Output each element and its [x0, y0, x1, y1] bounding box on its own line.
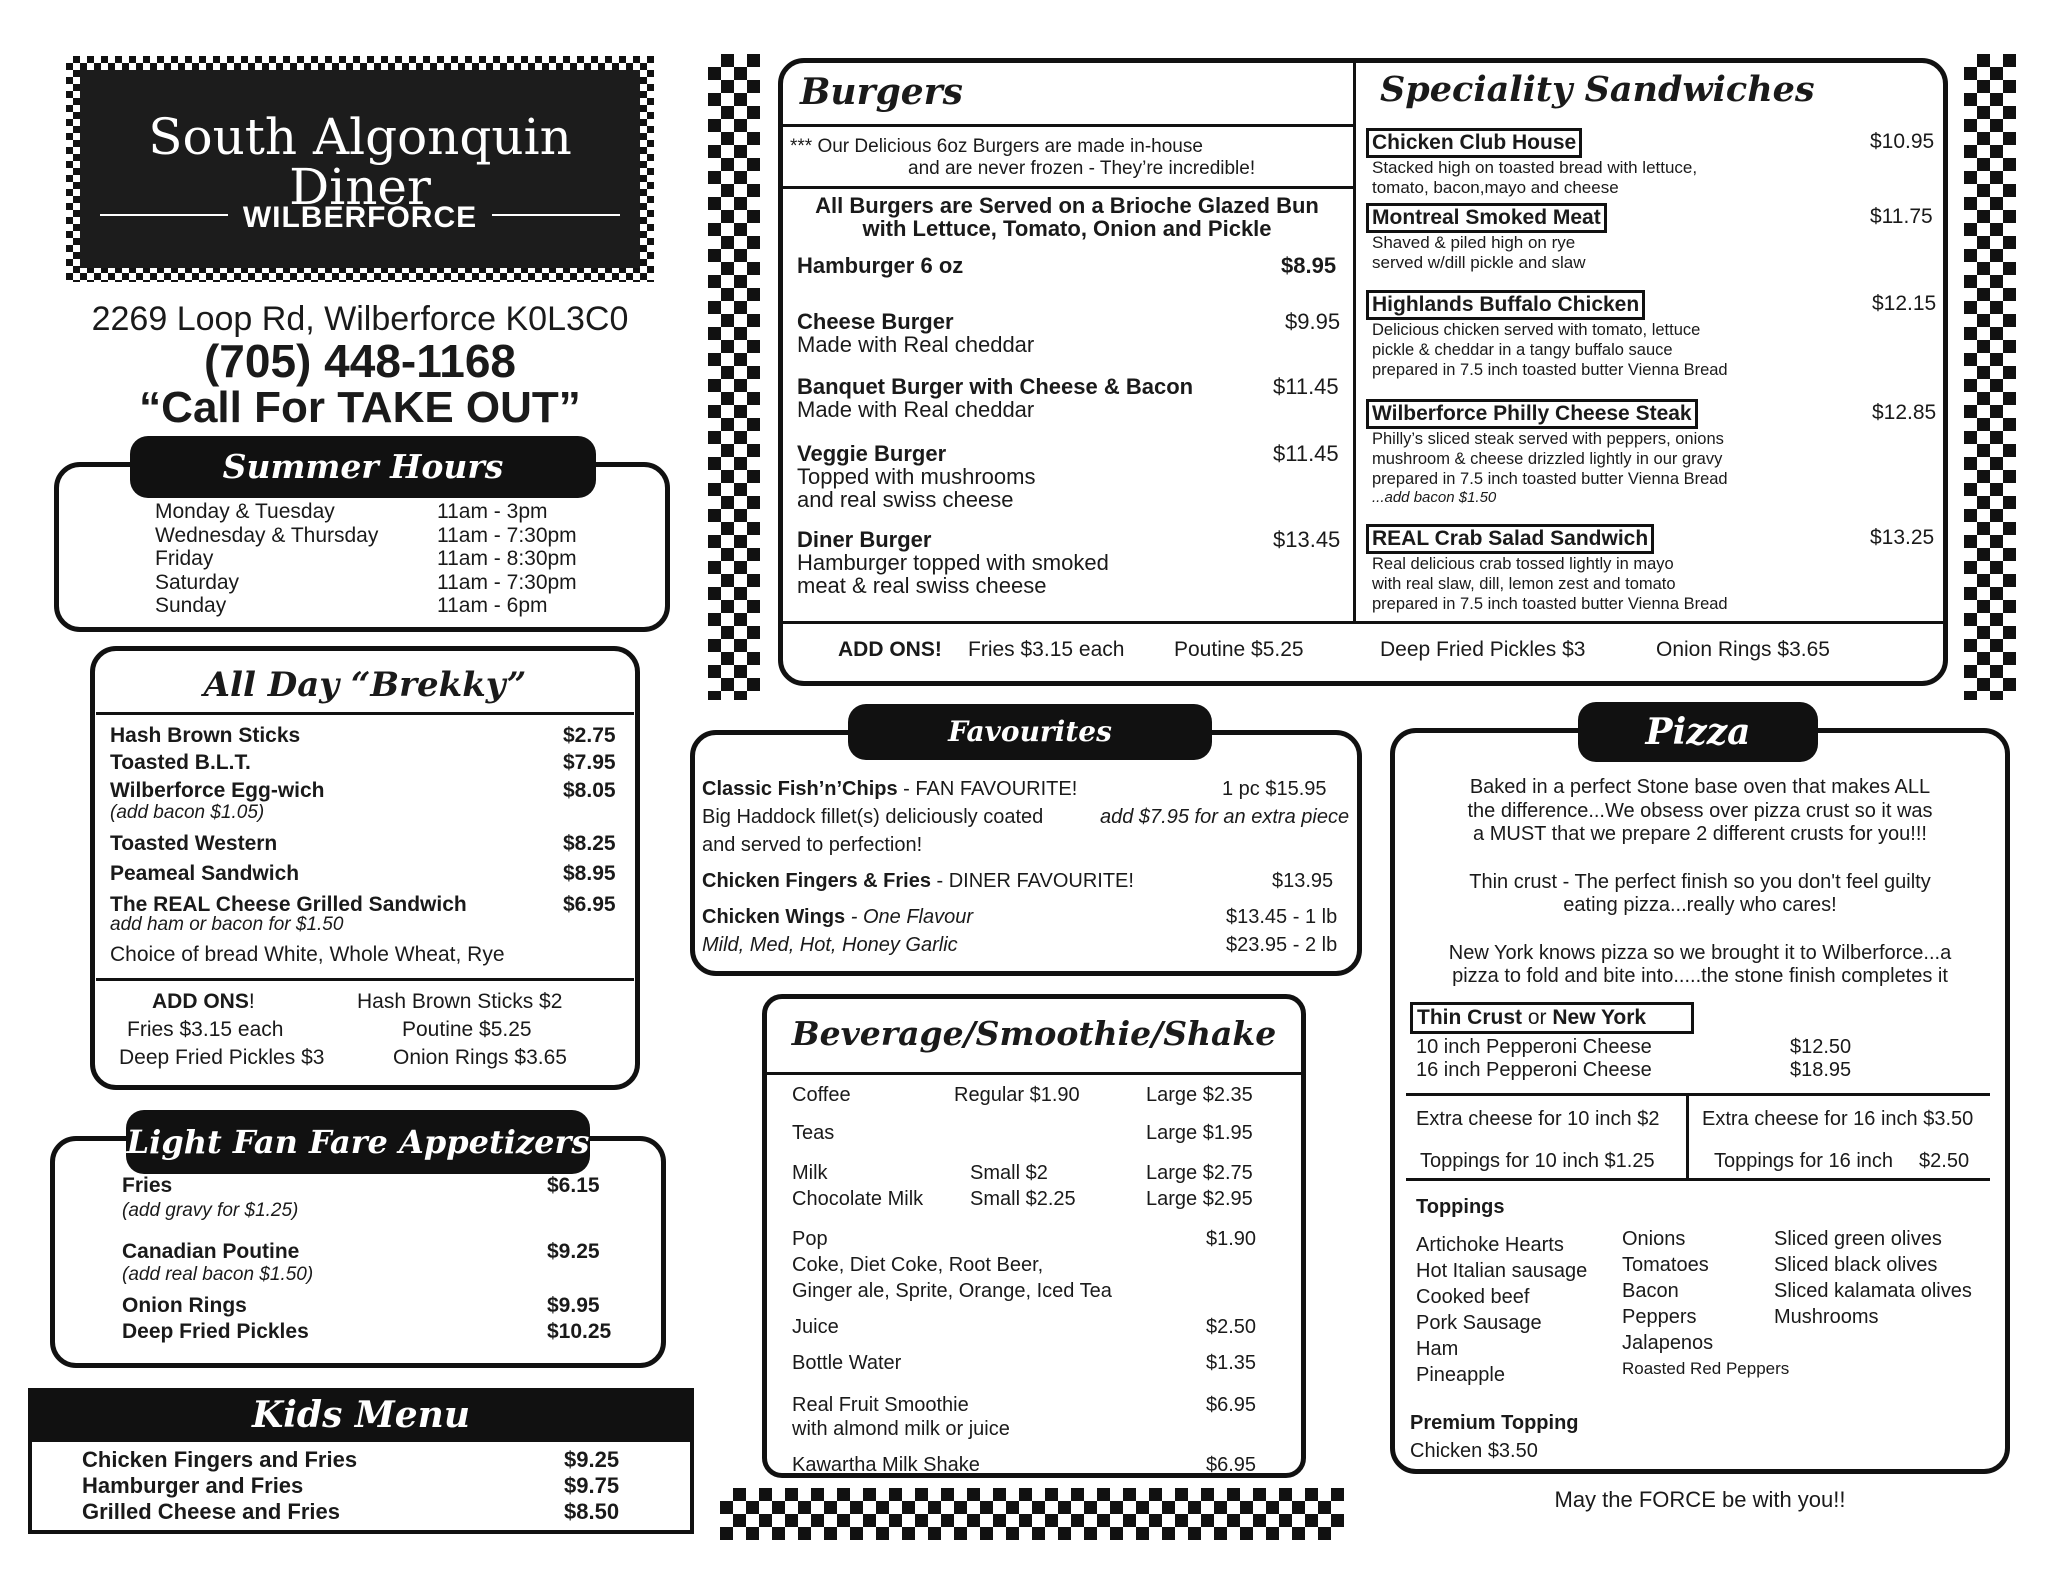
burgers-note-rule [782, 186, 1354, 189]
diner-name: South Algonquin Diner [148, 108, 572, 216]
logo-block [80, 70, 640, 268]
hours-time: 11am - 7:30pm [437, 523, 577, 547]
menu-item-desc: and real swiss cheese [797, 487, 1014, 512]
menu-item: Diner Burger $13.45 [797, 527, 1341, 552]
menu-item: Fries $6.15 [122, 1174, 600, 1197]
address: 2269 Loop Rd, Wilberforce K0L3C0 [91, 300, 629, 338]
fav-wings: Chicken Wings - One Flavour [702, 906, 974, 928]
fav-fish-price: 1 pc $15.95 [1222, 778, 1327, 800]
toppings-col-1: Artichoke Hearts Hot Italian sausage Cooked beef Pork Sausage Ham Pineapple [1416, 1234, 1588, 1386]
footer-tagline: May the FORCE be with you!! [1554, 1487, 1846, 1512]
logo-line-left [100, 214, 228, 216]
premium-title: Premium Topping [1410, 1412, 1579, 1434]
toppings-title: Toppings [1416, 1196, 1505, 1218]
hours-time: 11am - 3pm [437, 500, 548, 523]
sandwich-item: Highlands Buffalo Chicken $12.15 Delicious chicken served with tomato, lettuce pickle & cheddar in a tangy buffalo sauce prepared in 7.5 inch toasted butter Vienna Bread [1366, 290, 1940, 380]
burgers-served-1: All Burgers are Served on a Brioche Glazed Bun [815, 193, 1319, 218]
fav-fish-desc-1: Big Haddock fillet(s) deliciously coated [702, 806, 1044, 828]
beverage-title: Beverage/Smoothie/Shake [791, 1014, 1277, 1053]
fav-wings-price-2: $23.95 - 2 lb [1226, 934, 1338, 956]
bev-milk-small: Small $2 [970, 1162, 1048, 1184]
bev-pop-price: $1.90 [1206, 1228, 1257, 1250]
burgers-addons-label: ADD ONS! [838, 638, 942, 661]
toppings-10: Toppings for 10 inch $1.25 [1420, 1150, 1655, 1172]
sandwich-item: REAL Crab Salad Sandwich $13.25 Real delicious crab tossed lightly in mayo with real slaw, dill, lemon zest and tomato prepared in 7.5 inch toasted butter Vienna Bread [1366, 524, 1940, 614]
addon-item: Onion Rings $3.65 [393, 1046, 567, 1069]
sandwich-price: $12.15 [1872, 292, 1937, 315]
crust-box: Thin Crust or New York [1410, 1002, 1694, 1034]
bev-shake: Kawartha Milk Shake [792, 1454, 980, 1476]
sandwich-name: Chicken Club House [1366, 128, 1582, 158]
pizza-extras-rule-bottom [1406, 1178, 1990, 1181]
addon-item: Onion Rings $3.65 [1656, 638, 1830, 661]
fav-wings-flavours: Mild, Med, Hot, Honey Garlic [702, 934, 958, 956]
fav-fish: Classic Fish’n’Chips - FAN FAVOURITE! [702, 778, 1078, 800]
sandwich-price: $12.85 [1872, 401, 1937, 424]
menu-item-desc: Made with Real cheddar [797, 397, 1035, 422]
burgers-note-1: *** Our Delicious 6oz Burgers are made in-house [790, 136, 1203, 157]
menu-item-note: (add bacon $1.05) [110, 802, 265, 823]
menu-item-desc: Topped with mushrooms [797, 464, 1036, 489]
extra-cheese-10: Extra cheese for 10 inch $2 [1416, 1108, 1660, 1130]
pizza-intro: Baked in a perfect Stone base oven that makes ALL the difference...We obsess over pizza crust so it was a MUST that we prepare 2 different crusts for you!!! Thin crust - The perfect finish so you don't feel guilty eating pizza...really who cares! New York knows pizza so we brought it to Wilberforce...a pizza to fold and bite into.....the stone finish completes it [1448, 776, 1952, 987]
menu-item: Hamburger 6 oz $8.95 [797, 253, 1337, 278]
bev-coffee-regular: Regular $1.90 [954, 1084, 1080, 1106]
fav-fingers: Chicken Fingers & Fries - DINER FAVOURITE! [702, 870, 1134, 892]
burgers-divider [1353, 60, 1356, 622]
pizza-size: 16 inch Pepperoni Cheese $18.95 [1416, 1059, 1852, 1081]
appetizers-title: Light Fan Fare Appetizers [126, 1110, 590, 1174]
menu-item-note: (add real bacon $1.50) [122, 1264, 314, 1285]
bev-milk-large: Large $2.75 [1146, 1162, 1253, 1184]
checker-strip-right [1964, 54, 2016, 700]
menu-item: Toasted B.L.T. $7.95 [110, 751, 616, 774]
sandwich-name: Highlands Buffalo Chicken [1366, 290, 1645, 320]
addon-item: Fries $3.15 each [127, 1018, 284, 1041]
bev-juice: Juice [792, 1316, 839, 1338]
hours-time: 11am - 7:30pm [437, 570, 577, 594]
addon-item: Deep Fried Pickles $3 [119, 1046, 325, 1069]
sandwich-name: Wilberforce Philly Cheese Steak [1366, 399, 1698, 429]
toppings-col-3: Sliced green olives Sliced black olives Sliced kalamata olives Mushrooms [1774, 1228, 1972, 1328]
bev-water-price: $1.35 [1206, 1352, 1257, 1374]
bev-pop-list-2: Ginger ale, Sprite, Orange, Iced Tea [792, 1280, 1112, 1302]
brekky-title-rule [96, 712, 634, 715]
bev-pop: Pop [792, 1228, 828, 1250]
hours-title: Summer Hours [130, 436, 596, 498]
bev-juice-price: $2.50 [1206, 1316, 1257, 1338]
sandwich-item: Wilberforce Philly Cheese Steak $12.85 Philly’s sliced steak served with peppers, onions mushroom & cheese drizzled lightly in our gravy prepared in 7.5 inch toasted butter Vienna Bread ...add bacon $1.50 [1366, 399, 1940, 507]
extra-cheese-16: Extra cheese for 16 inch $3.50 [1702, 1108, 1974, 1130]
menu-item: Toasted Western $8.25 [110, 832, 616, 855]
hours-day: Saturday [155, 570, 240, 594]
menu-item: Hamburger and Fries $9.75 [82, 1473, 620, 1498]
hours-time: 11am - 8:30pm [437, 547, 577, 570]
menu-item: Hash Brown Sticks $2.75 [110, 724, 616, 747]
checker-strip-left [708, 54, 760, 700]
sandwiches-title: Speciality Sandwiches [1380, 69, 1815, 110]
beverage-title-rule [766, 1072, 1302, 1075]
bread-choice: Choice of bread White, Whole Wheat, Rye [110, 943, 505, 966]
menu-item: Cheese Burger $9.95 [797, 309, 1341, 334]
sandwich-price: $10.95 [1870, 130, 1935, 153]
hours-time: 11am - 6pm [437, 594, 548, 617]
burgers-addons-rule [782, 621, 1946, 624]
menu-item: The REAL Cheese Grilled Sandwich $6.95 [110, 893, 616, 916]
bev-smoothie-price: $6.95 [1206, 1394, 1257, 1416]
brekky-addons-label: ADD ONS! [152, 990, 255, 1013]
menu-item: Banquet Burger with Cheese & Bacon $11.45 [797, 374, 1339, 399]
addon-item: Poutine $5.25 [1174, 638, 1304, 661]
burgers-served-2: with Lettuce, Tomato, Onion and Pickle [862, 216, 1272, 241]
addon-item: Hash Brown Sticks $2 [357, 990, 563, 1013]
bev-coffee: Coffee [792, 1084, 851, 1106]
menu-item-note: (add gravy for $1.25) [122, 1200, 299, 1221]
fav-wings-price-1: $13.45 - 1 lb [1226, 906, 1338, 928]
take-out-callout: “Call For TAKE OUT” [139, 383, 581, 432]
menu-item-desc: Made with Real cheddar [797, 332, 1035, 357]
hours-day: Sunday [155, 594, 227, 617]
burgers-title-rule [782, 124, 1354, 127]
menu-item: Deep Fried Pickles $10.25 [122, 1320, 612, 1343]
pizza-extras-rule-top [1406, 1093, 1990, 1096]
hours-day: Wednesday & Thursday [155, 523, 379, 547]
pizza-extras-divider [1686, 1093, 1689, 1181]
bev-milk: Milk [792, 1162, 828, 1184]
menu-item: Veggie Burger $11.45 [797, 441, 1339, 466]
pizza-title: Pizza [1578, 702, 1818, 762]
checker-strip-bottom [720, 1488, 1344, 1540]
menu-item: Onion Rings $9.95 [122, 1294, 600, 1317]
hours-list [155, 500, 615, 618]
brekky-title: All Day “Brekky” [203, 665, 527, 705]
addon-item: Poutine $5.25 [402, 1018, 532, 1041]
menu-item: Peameal Sandwich $8.95 [110, 862, 616, 885]
bev-choc: Chocolate Milk [792, 1188, 924, 1210]
town-name: WILBERFORCE [242, 201, 478, 234]
hours-day: Monday & Tuesday [155, 500, 335, 523]
menu-item: Grilled Cheese and Fries $8.50 [82, 1499, 620, 1524]
toppings-col-2: Onions Tomatoes Bacon Peppers Jalapenos Roasted Red Peppers [1622, 1228, 1790, 1378]
bev-coffee-large: Large $2.35 [1146, 1084, 1253, 1106]
bev-smoothie-2: with almond milk or juice [792, 1418, 1010, 1440]
kids-title: Kids Menu [28, 1388, 694, 1442]
sandwich-item: Chicken Club House $10.95 Stacked high on toasted bread with lettuce, tomato, bacon,mayo and cheese [1366, 128, 1940, 199]
bev-pop-list-1: Coke, Diet Coke, Root Beer, [792, 1254, 1044, 1276]
hours-day: Friday [155, 547, 214, 570]
fav-fingers-price: $13.95 [1272, 870, 1334, 892]
fav-fish-desc-2: and served to perfection! [702, 834, 923, 856]
addon-item: Deep Fried Pickles $3 [1380, 638, 1586, 661]
menu-item: Wilberforce Egg-wich $8.05 [110, 779, 616, 802]
menu-item: Canadian Poutine $9.25 [122, 1240, 600, 1263]
fav-fish-extra: add $7.95 for an extra piece [1100, 806, 1350, 828]
menu-item-note: add ham or bacon for $1.50 [110, 914, 344, 935]
addon-item: Fries $3.15 each [968, 638, 1125, 661]
brekky-addons-rule [96, 978, 634, 981]
favourites-title: Favourites [848, 704, 1212, 760]
logo-line-right [492, 214, 620, 216]
sandwich-name: REAL Crab Salad Sandwich [1366, 524, 1654, 554]
bev-smoothie-1: Real Fruit Smoothie [792, 1394, 969, 1416]
bev-teas-large: Large $1.95 [1146, 1122, 1253, 1144]
menu-item-desc: meat & real swiss cheese [797, 573, 1047, 598]
menu-item-desc: Hamburger topped with smoked [797, 550, 1109, 575]
toppings-16: Toppings for 16 inch $2.50 [1714, 1150, 1970, 1172]
phone-number[interactable]: (705) 448-1168 [203, 335, 517, 387]
bev-water: Bottle Water [792, 1352, 902, 1374]
burgers-title: Burgers [800, 71, 963, 113]
pizza-size: 10 inch Pepperoni Cheese $12.50 [1416, 1036, 1852, 1058]
sandwich-price: $13.25 [1870, 526, 1935, 549]
premium-topping: Chicken $3.50 [1410, 1440, 1538, 1462]
menu-item: Chicken Fingers and Fries $9.25 [82, 1447, 620, 1472]
bev-shake-price: $6.95 [1206, 1454, 1257, 1476]
sandwich-price: $11.75 [1870, 205, 1933, 228]
bev-choc-large: Large $2.95 [1146, 1188, 1253, 1210]
bev-choc-small: Small $2.25 [970, 1188, 1076, 1210]
bev-teas: Teas [792, 1122, 835, 1144]
burgers-note-2: and are never frozen - They’re incredible! [908, 158, 1256, 179]
sandwich-name: Montreal Smoked Meat [1366, 203, 1607, 233]
sandwich-item: Montreal Smoked Meat $11.75 Shaved & piled high on rye served w/dill pickle and slaw [1366, 203, 1940, 274]
